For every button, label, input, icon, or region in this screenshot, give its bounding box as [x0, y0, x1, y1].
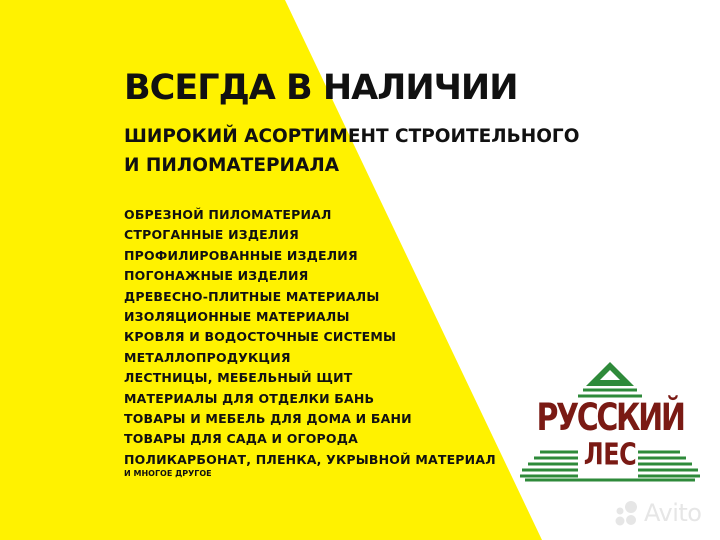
avito-watermark-text: Avito — [644, 499, 702, 527]
list-item: СТРОГАННЫЕ ИЗДЕЛИЯ — [124, 227, 299, 243]
list-item: КРОВЛЯ И ВОДОСТОЧНЫЕ СИСТЕМЫ — [124, 329, 397, 345]
list-item: ТОВАРЫ И МЕБЕЛЬ ДЛЯ ДОМА И БАНИ — [124, 411, 412, 427]
more-note: И МНОГОЕ ДРУГОЕ — [124, 469, 212, 478]
list-item: ИЗОЛЯЦИОННЫЕ МАТЕРИАЛЫ — [124, 309, 350, 325]
list-item: ЛЕСТНИЦЫ, МЕБЕЛЬНЫЙ ЩИТ — [124, 370, 353, 386]
list-item: ПОГОНАЖНЫЕ ИЗДЕЛИЯ — [124, 268, 309, 284]
logo-text-line-1: РУССКИЙ — [536, 396, 684, 440]
subheadline-line-1: ШИРОКИЙ АСОРТИМЕНТ СТРОИТЕЛЬНОГО — [124, 126, 580, 147]
avito-dots-icon — [612, 499, 640, 527]
list-item: МЕТАЛЛОПРОДУКЦИЯ — [124, 349, 291, 365]
list-item: ПРОФИЛИРОВАННЫЕ ИЗДЕЛИЯ — [124, 247, 358, 263]
list-item: ПОЛИКАРБОНАТ, ПЛЕНКА, УКРЫВНОЙ МАТЕРИАЛ — [124, 451, 496, 467]
subheadline — [124, 122, 579, 180]
list-item: ТОВАРЫ ДЛЯ САДА И ОГОРОДА — [124, 431, 358, 447]
logo-text-line-2: ЛЕС — [583, 437, 637, 472]
avito-watermark — [612, 499, 701, 527]
list-item: ДРЕВЕСНО-ПЛИТНЫЕ МАТЕРИАЛЫ — [124, 288, 380, 304]
list-item: ОБРЕЗНОЙ ПИЛОМАТЕРИАЛ — [124, 207, 332, 222]
headline: ВСЕГДА В НАЛИЧИИ — [124, 68, 518, 108]
subheadline-line-2: И ПИЛОМАТЕРИАЛА — [124, 155, 340, 176]
list-item: МАТЕРИАЛЫ ДЛЯ ОТДЕЛКИ БАНЬ — [124, 390, 375, 406]
product-list — [124, 205, 496, 470]
